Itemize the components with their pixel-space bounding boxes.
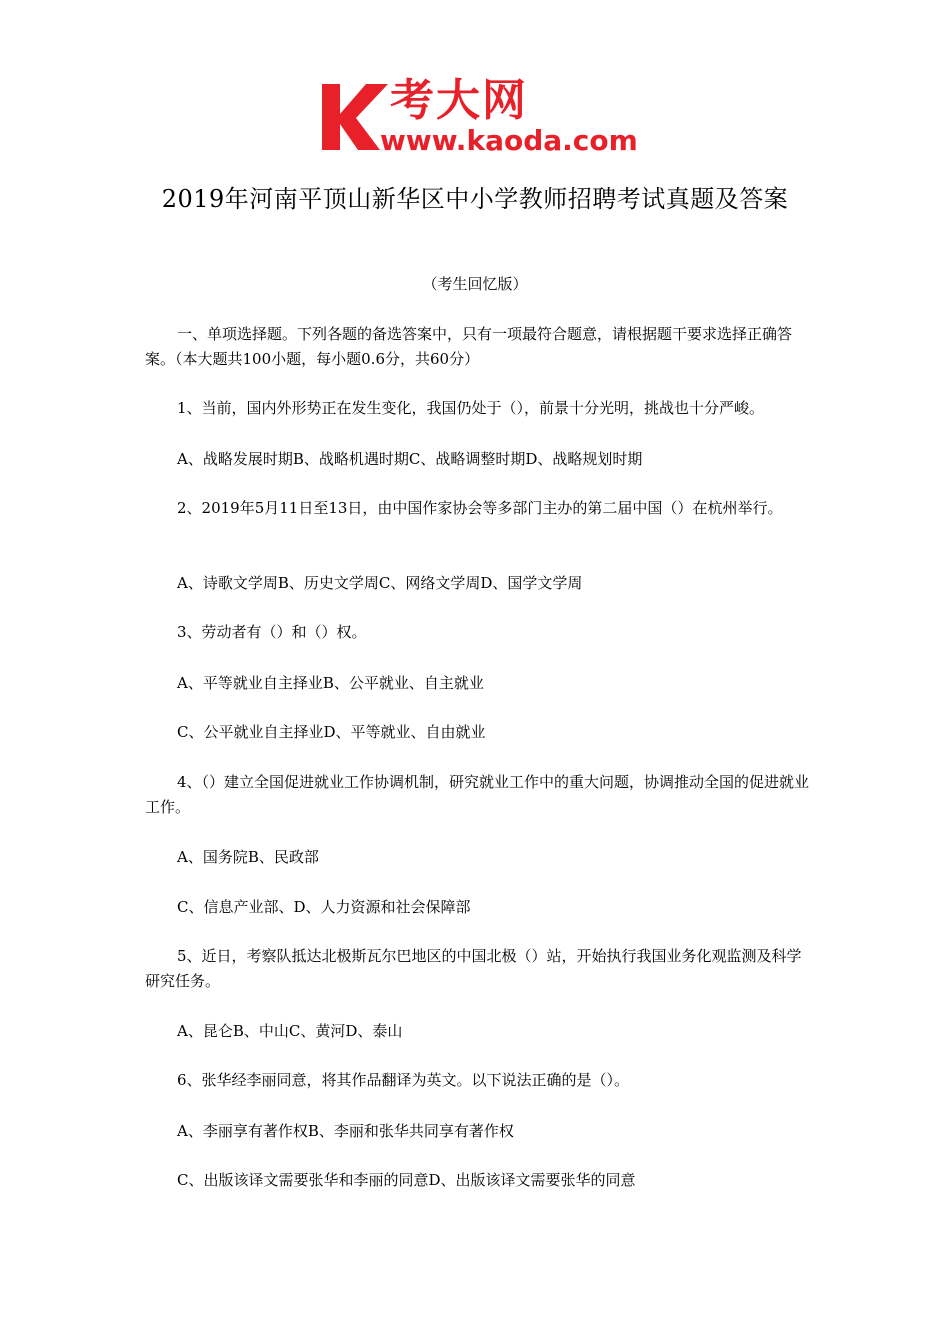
question-stem: 6、张华经李丽同意，将其作品翻译为英文。以下说法正确的是（）。 [177, 1071, 630, 1089]
section-intro [145, 322, 810, 372]
question-3 [145, 620, 810, 645]
document-subtitle: （考生回忆版） [422, 275, 528, 293]
section-intro-text: 一、单项选择题。下列各题的备选答案中，只有一项最符合题意，请根据题干要求选择正确答案。（本大题共100小题，每小题0.6分，共60分） [145, 325, 793, 368]
question-stem: 2、2019年5月11日至13日，由中国作家协会等多部门主办的第二届中国（）在杭州举行。 [177, 499, 783, 517]
question-stem: 4、（）建立全国促进就业工作协调机制，研究就业工作中的重大问题，协调推动全国的促进就业工作。 [145, 773, 810, 816]
question-options: C、信息产业部、D、人力资源和社会保障部 [177, 898, 471, 916]
question-options: A、诗歌文学周B、历史文学周C、网络文学周D、国学文学周 [177, 574, 583, 592]
logo-brand-text: 考大网 [390, 75, 528, 126]
question-1 [145, 396, 810, 421]
question-options: A、李丽享有著作权B、李丽和张华共同享有著作权 [177, 1122, 514, 1140]
logo-url-text: www.kaoda.com [380, 124, 638, 157]
document-title: 2019年河南平顶山新华区中小学教师招聘考试真题及答案 [161, 185, 789, 213]
question-2 [145, 496, 810, 521]
question-options: A、昆仑B、中山C、黄河D、泰山 [177, 1022, 403, 1040]
question-6 [145, 1068, 810, 1093]
question-stem: 1、当前，国内外形势正在发生变化，我国仍处于（），前景十分光明，挑战也十分严峻。 [177, 399, 765, 417]
question-options: A、战略发展时期B、战略机遇时期C、战略调整时期D、战略规划时期 [177, 450, 643, 468]
kaoda-logo [318, 76, 638, 160]
question-5 [145, 944, 810, 994]
question-options: C、公平就业自主择业D、平等就业、自由就业 [177, 723, 486, 741]
question-stem: 3、劳动者有（）和（）权。 [177, 623, 367, 641]
question-options: A、平等就业自主择业B、公平就业、自主就业 [177, 674, 484, 692]
question-stem: 5、近日，考察队抵达北极斯瓦尔巴地区的中国北极（）站，开始执行我国业务化观监测及科学研究任务。 [145, 947, 802, 990]
question-4 [145, 770, 810, 820]
question-options: C、出版该译文需要张华和李丽的同意D、出版该译文需要张华的同意 [177, 1171, 636, 1189]
question-options: A、国务院B、民政部 [177, 848, 319, 866]
